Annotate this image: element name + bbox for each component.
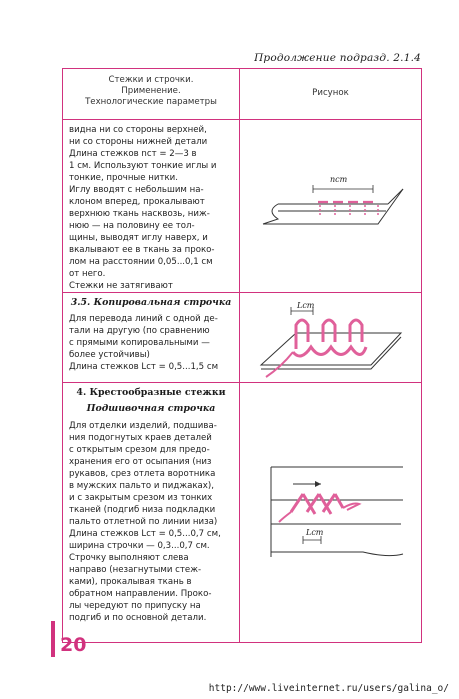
text-line: Для перевода линий с одной де- bbox=[69, 314, 218, 324]
text-line: нюю — на половину ее тол- bbox=[69, 221, 195, 231]
text-line: с прямыми копировальными — bbox=[69, 338, 210, 348]
text-line: пальто отлетной по линии низа) bbox=[69, 517, 218, 527]
text-line: Длина стежков Lст = 0,5...0,7 см, bbox=[69, 529, 221, 539]
blind-stitch-illustration bbox=[258, 149, 408, 239]
text-line: Длина стежков nст = 2—3 в bbox=[69, 149, 197, 159]
text-line: хранения его от осыпания (низ bbox=[69, 457, 212, 467]
text-line: Для отделки изделий, подшива- bbox=[69, 421, 217, 431]
figure-label-l: Lст bbox=[297, 301, 315, 310]
section-title-copy-stitch: 3.5. Копировальная строчка bbox=[70, 297, 232, 308]
text-line: от него. bbox=[69, 269, 106, 279]
text-line: более устойчивы) bbox=[69, 350, 150, 360]
row2-text bbox=[69, 313, 235, 373]
text-line: с открытым срезом для предо- bbox=[69, 445, 210, 455]
column-header-line: Применение. bbox=[121, 85, 181, 96]
text-line: клоном вперед, прокалывают bbox=[69, 197, 205, 207]
section-title-cross-stitches: 4. Крестообразные стежки bbox=[76, 387, 226, 398]
column-divider bbox=[239, 69, 240, 642]
source-url: http://www.liveinternet.ru/users/galina_o/ bbox=[208, 683, 449, 694]
text-line: и с закрытым срезом из тонких bbox=[69, 493, 213, 503]
stitch-table bbox=[62, 68, 422, 643]
text-line: 1 см. Используют тонкие иглы и bbox=[69, 161, 217, 171]
text-line: ками), прокалывая ткань в bbox=[69, 577, 192, 587]
text-line: ни со стороны нижней детали bbox=[69, 137, 208, 147]
text-line: Иглу вводят с небольшим на- bbox=[69, 185, 204, 195]
row3-text bbox=[69, 420, 235, 624]
row-divider bbox=[63, 119, 421, 120]
text-line: верхнюю ткань насквозь, ниж- bbox=[69, 209, 210, 219]
text-line: видна ни со стороны верхней, bbox=[69, 125, 207, 135]
column-header-line: Технологические параметры bbox=[85, 96, 217, 107]
text-line: лом на расстоянии 0,05...0,1 см bbox=[69, 257, 213, 267]
figure-label-n: nст bbox=[330, 175, 348, 184]
text-line: щины, выводят иглу наверх, и bbox=[69, 233, 208, 243]
page-number: 20 bbox=[60, 634, 87, 656]
text-line: в мужских пальто и пиджаках), bbox=[69, 481, 214, 491]
text-line: вкалывают ее в ткань за проко- bbox=[69, 245, 215, 255]
text-line: ния подогнутых краев деталей bbox=[69, 433, 212, 443]
page-number-bar bbox=[51, 621, 55, 657]
copy-stitch-illustration bbox=[251, 297, 413, 379]
text-line: обратном направлении. Проко- bbox=[69, 589, 212, 599]
text-line: тонкие, прочные нитки. bbox=[69, 173, 178, 183]
figure-label-l: Lст bbox=[306, 528, 324, 537]
row-divider bbox=[63, 382, 421, 383]
text-line: Стежки не затягивают bbox=[69, 281, 173, 291]
section-subtitle-hemming: Подшивочная строчка bbox=[86, 403, 216, 414]
text-line: Длина стежков Lст = 0,5...1,5 см bbox=[69, 362, 219, 372]
column-header-line: Стежки и строчки. bbox=[108, 75, 194, 85]
column-header-stitches bbox=[63, 75, 239, 107]
text-line: тали на другую (по сравнению bbox=[69, 326, 210, 336]
continuation-header: Продолжение подразд. 2.1.4 bbox=[254, 52, 421, 64]
text-line: направо (незагнутыми стеж- bbox=[69, 565, 202, 575]
text-line: Строчку выполняют слева bbox=[69, 553, 189, 563]
text-line: ширина строчки — 0,3...0,7 см. bbox=[69, 541, 210, 551]
row1-text bbox=[69, 124, 235, 292]
row-divider bbox=[63, 292, 421, 293]
text-line: лы чередуют по припуску на bbox=[69, 601, 201, 611]
column-header-figure: Рисунок bbox=[312, 88, 349, 98]
text-line: рукавов, срез отлета воротника bbox=[69, 469, 216, 479]
text-line: тканей (подгиб низа подкладки bbox=[69, 505, 216, 515]
cross-stitch-illustration bbox=[263, 462, 411, 562]
text-line: подгиб и по основной детали. bbox=[69, 613, 207, 623]
